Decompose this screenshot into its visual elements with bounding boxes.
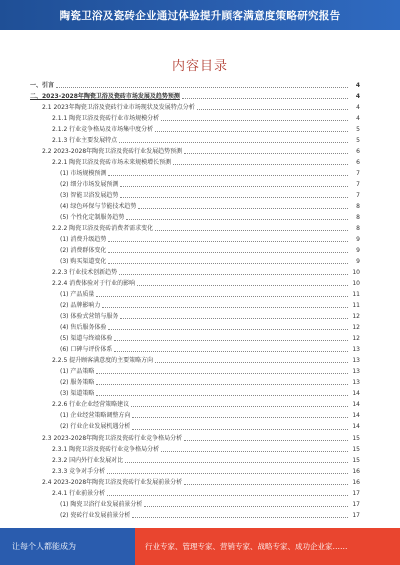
toc-entry-label: 2.3.2 国内外行业发展对比 (52, 456, 124, 464)
page-header (0, 0, 400, 30)
toc-dot-leader (96, 384, 348, 385)
toc-page-number: 4 (355, 82, 360, 89)
toc-page-number: 7 (356, 192, 360, 200)
toc-entry-label: (4) 绿色环保与节能技术趋势 (60, 203, 137, 211)
toc-dot-leader (108, 175, 348, 176)
report-title: 陶瓷卫浴及瓷砖企业通过体验提升顾客满意度策略研究报告 (59, 10, 341, 22)
toc-page-number: 5 (356, 137, 360, 145)
toc-page-number: 10 (352, 269, 360, 277)
toc-entry[interactable] (30, 256, 360, 267)
toc-dot-leader (161, 451, 348, 452)
toc-dot-leader (144, 506, 348, 507)
toc-dot-leader (119, 274, 348, 275)
toc-page-number: 12 (352, 335, 360, 343)
toc-dot-leader (182, 98, 348, 99)
toc-page-number: 14 (352, 412, 360, 420)
toc-page-number: 9 (356, 247, 360, 255)
toc-page-number: 6 (356, 148, 360, 156)
toc-entry[interactable] (30, 322, 360, 333)
toc-entry[interactable] (30, 444, 360, 455)
toc-dot-leader (56, 87, 348, 88)
toc-dot-leader (107, 495, 348, 496)
toc-entry[interactable] (30, 201, 360, 212)
toc-dot-leader (114, 351, 348, 352)
toc-page-number: 8 (356, 203, 360, 211)
table-of-contents (30, 80, 360, 521)
toc-page-number: 4 (356, 115, 360, 123)
toc-entry[interactable] (30, 377, 360, 388)
toc-entry-label: (1) 企业经营策略调整方向 (60, 412, 131, 420)
toc-entry[interactable] (30, 388, 360, 399)
toc-dot-leader (138, 208, 348, 209)
toc-entry[interactable] (30, 245, 360, 256)
toc-entry-label: 2.4.1 行业前景分析 (52, 489, 106, 497)
toc-entry-label: 2.1.1 陶瓷卫浴及瓷砖行业市场规模分析 (52, 115, 160, 123)
toc-dot-leader (96, 373, 348, 374)
toc-page-number: 15 (352, 434, 360, 442)
toc-page-number: 10 (352, 280, 360, 288)
toc-entry-label: (1) 产品策略 (60, 368, 95, 376)
toc-page-number: 4 (356, 104, 360, 112)
toc-dot-leader (102, 307, 348, 308)
toc-entry-label: 2.1.3 行业主要发展特点 (52, 137, 118, 145)
toc-entry[interactable] (30, 91, 360, 102)
toc-dot-leader (184, 440, 348, 441)
toc-entry[interactable] (30, 421, 360, 432)
toc-dot-leader (131, 406, 348, 407)
toc-page-number: 4 (355, 93, 360, 101)
toc-dot-leader (114, 340, 348, 341)
toc-entry[interactable] (30, 477, 360, 488)
toc-entry[interactable] (30, 212, 360, 223)
toc-entry[interactable] (30, 135, 360, 146)
toc-dot-leader (155, 131, 348, 132)
toc-page-number: 16 (352, 478, 360, 486)
footer-slogan: 让每个人都能成为 (12, 542, 76, 551)
toc-entry-label: (2) 细分市场发展预测 (60, 181, 119, 189)
toc-dot-leader (120, 197, 348, 198)
toc-entry-label: 2.2.2 陶瓷卫浴及瓷砖消费者需求变化 (52, 225, 154, 233)
toc-page-number: 9 (356, 258, 360, 266)
toc-dot-leader (197, 109, 348, 110)
toc-dot-leader (161, 120, 348, 121)
toc-entry-label: (1) 消费升级趋势 (60, 236, 107, 244)
toc-dot-leader (137, 285, 348, 286)
toc-entry[interactable] (30, 190, 360, 201)
toc-page-number: 13 (352, 368, 360, 376)
toc-entry-label: (3) 体验式营销与服务 (60, 313, 119, 321)
toc-entry-label: (5) 渠道与终端体验 (60, 335, 113, 343)
toc-entry-label: 2.2.3 行业技术创新趋势 (52, 269, 118, 277)
toc-page-number: 13 (352, 357, 360, 365)
toc-dot-leader (173, 164, 348, 165)
toc-entry-label: (2) 服务策略 (60, 379, 95, 387)
toc-entry[interactable] (30, 179, 360, 190)
toc-entry-label: 2.1 2023年陶瓷卫浴及瓷砖行业市场现状及发展特点分析 (42, 104, 195, 112)
toc-page-number: 15 (352, 456, 360, 464)
toc-page-number: 7 (356, 170, 360, 178)
toc-entry[interactable] (30, 267, 360, 278)
toc-page-number: 13 (352, 346, 360, 354)
toc-dot-leader (155, 362, 348, 363)
toc-entry[interactable] (30, 399, 360, 410)
toc-dot-leader (132, 417, 348, 418)
toc-entry-label: 2.2 2023-2028年陶瓷卫浴及瓷砖行业发展趋势预测 (42, 148, 183, 156)
toc-page-number: 14 (352, 401, 360, 409)
toc-dot-leader (96, 296, 348, 297)
toc-page-number: 11 (352, 302, 360, 310)
toc-page-number: 15 (352, 445, 360, 453)
toc-dot-leader (108, 241, 348, 242)
toc-entry[interactable] (30, 410, 360, 421)
toc-entry-label: 2.2.1 陶瓷卫浴及瓷砖市场未来规模增长预测 (52, 159, 172, 167)
toc-entry-label: 2.1.2 行业竞争格局及市场集中度分析 (52, 126, 154, 134)
toc-entry[interactable] (30, 488, 360, 499)
toc-entry-label: (1) 产品质量 (60, 291, 95, 299)
toc-entry[interactable] (30, 278, 360, 289)
toc-entry-label: (2) 品牌影响力 (60, 302, 101, 310)
toc-entry-label: (2) 消费群体变化 (60, 247, 107, 255)
toc-entry-label: 2.4 2023-2028年陶瓷卫浴及瓷砖行业发展前景分析 (42, 478, 183, 486)
toc-entry[interactable] (30, 124, 360, 135)
toc-entry[interactable] (30, 146, 360, 157)
toc-entry-label: (5) 个性化定制服务趋势 (60, 214, 125, 222)
toc-dot-leader (108, 263, 348, 264)
toc-dot-leader (108, 252, 348, 253)
toc-dot-leader (132, 517, 348, 518)
toc-entry-label: (2) 行业企业发展机遇分析 (60, 423, 131, 431)
toc-entry[interactable] (30, 344, 360, 355)
toc-page-number: 14 (352, 390, 360, 398)
toc-page-number: 8 (356, 214, 360, 222)
toc-entry[interactable] (30, 80, 360, 91)
toc-dot-leader (119, 142, 348, 143)
toc-dot-leader (184, 484, 348, 485)
toc-entry-label: (1) 陶瓷卫浴行业发展前景分析 (60, 500, 143, 508)
toc-entry-label: (4) 售后服务体验 (60, 324, 107, 332)
toc-entry[interactable] (30, 300, 360, 311)
toc-page-number: 11 (352, 291, 360, 299)
toc-entry-label: 2.3.1 陶瓷卫浴及瓷砖行业竞争格局分析 (52, 445, 160, 453)
toc-entry-label: (3) 购买渠道变化 (60, 258, 107, 266)
toc-entry-label: 2.3.3 竞争对手分析 (52, 467, 106, 475)
toc-entry[interactable] (30, 333, 360, 344)
toc-page-number: 6 (356, 159, 360, 167)
toc-entry[interactable] (30, 455, 360, 466)
toc-entry[interactable] (30, 311, 360, 322)
toc-entry[interactable] (30, 289, 360, 300)
toc-entry[interactable] (30, 102, 360, 113)
toc-dot-leader (184, 153, 348, 154)
toc-entry[interactable] (30, 510, 360, 521)
toc-dot-leader (125, 462, 348, 463)
footer-tags: 行业专家、管理专家、营销专家、战略专家、成功企业家…… (145, 542, 348, 551)
toc-page-number: 9 (356, 236, 360, 244)
toc-entry-label: 2.2.4 消费体验对于行业的影响 (52, 280, 136, 288)
toc-entry-label: 2.2.5 提升顾客满意度的主要策略方向 (52, 357, 154, 365)
toc-entry-label: 二、2023-2028年陶瓷卫浴及瓷砖市场发展及趋势预测 (30, 93, 180, 101)
toc-page-number: 8 (356, 225, 360, 233)
toc-page-number: 5 (356, 126, 360, 134)
toc-dot-leader (126, 219, 348, 220)
toc-entry[interactable] (30, 355, 360, 366)
toc-entry-label: (3) 渠道策略 (60, 390, 95, 398)
toc-dot-leader (96, 395, 348, 396)
toc-dot-leader (108, 329, 348, 330)
toc-entry[interactable] (30, 366, 360, 377)
toc-dot-leader (155, 230, 348, 231)
toc-entry[interactable] (30, 234, 360, 245)
toc-entry-label: (2) 瓷砖行业发展前景分析 (60, 511, 131, 519)
toc-page-number: 17 (352, 489, 360, 497)
toc-page-number: 13 (352, 379, 360, 387)
toc-entry-label: 2.2.6 行业企业经营策略建议 (52, 401, 130, 409)
toc-page-number: 16 (352, 467, 360, 475)
toc-page-number: 12 (352, 324, 360, 332)
toc-entry-label: (3) 智能卫浴发展趋势 (60, 192, 119, 200)
toc-dot-leader (107, 473, 348, 474)
toc-entry-label: 一、引言 (30, 82, 55, 89)
toc-dot-leader (120, 318, 348, 319)
toc-page-number: 17 (352, 511, 360, 519)
toc-entry-label: 2.3 2023-2028年陶瓷卫浴及瓷砖行业竞争格局分析 (42, 434, 183, 442)
toc-page-number: 14 (352, 423, 360, 431)
toc-entry-label: (1) 市场规模预测 (60, 170, 107, 178)
toc-page-number: 7 (356, 181, 360, 189)
toc-title: 内容目录 (171, 59, 228, 74)
toc-entry[interactable] (30, 466, 360, 477)
toc-dot-leader (132, 429, 348, 430)
toc-entry[interactable] (30, 433, 360, 444)
toc-entry[interactable] (30, 168, 360, 179)
toc-entry[interactable] (30, 499, 360, 510)
toc-page-number: 12 (352, 313, 360, 321)
toc-entry[interactable] (30, 223, 360, 234)
toc-entry-label: (6) 口碑与评价体系 (60, 346, 113, 354)
page-footer (0, 528, 400, 565)
toc-dot-leader (120, 186, 348, 187)
toc-entry[interactable] (30, 113, 360, 124)
toc-page-number: 17 (352, 500, 360, 508)
toc-entry[interactable] (30, 157, 360, 168)
